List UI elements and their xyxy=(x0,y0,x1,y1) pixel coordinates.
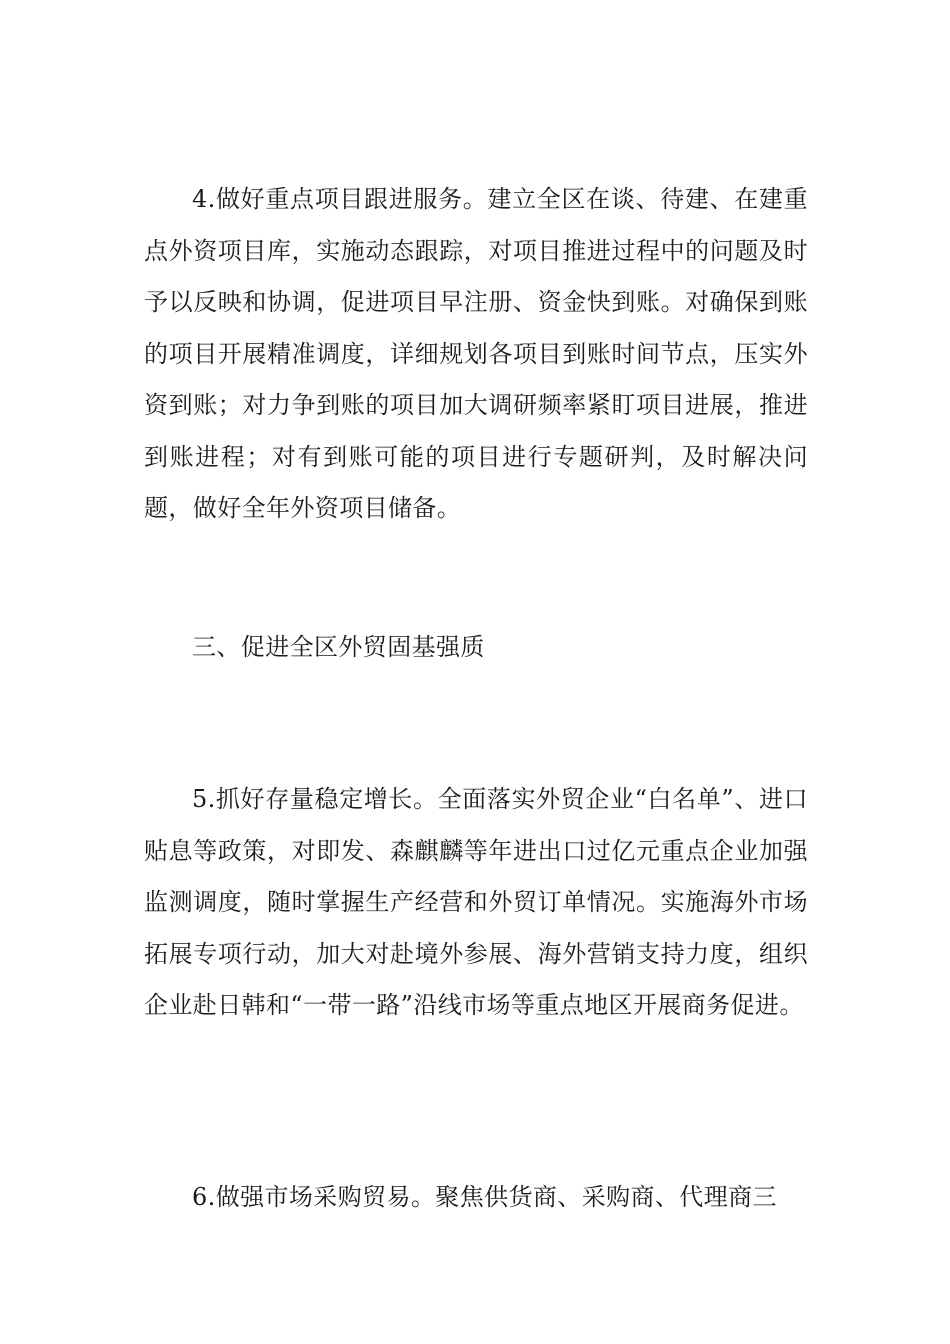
paragraph-project-service: 4.做好重点项目跟进服务。建立全区在谈、待建、在建重点外资项目库，实施动态跟踪，对项目推进过程中的问题及时予以反映和协调，促进项目早注册、资金快到账。对确保到账的项目开展精准调度，详细规划各项目到账时间节点，压实外资到账；对力争到账的项目加大调研频率紧盯项目进展，推进到账进程；对有到账可能的项目进行专题研判，及时解决问题，做好全年外资项目储备。 xyxy=(144,185,808,522)
section-heading-foreign-trade: 三、促进全区外贸固基强质 xyxy=(192,633,485,661)
paragraph-stable-growth: 5.抓好存量稳定增长。全面落实外贸企业“白名单”、进口贴息等政策，对即发、森麒麟等年进出口过亿元重点企业加强监测调度，随时掌握生产经营和外贸订单情况。实施海外市场拓展专项行动，加大对赴境外参展、海外营销支持力度，组织企业赴日韩和“一带一路”沿线市场等重点地区开展商务促进。 xyxy=(144,785,808,1019)
paragraph-market-procurement: 6.做强市场采购贸易。聚焦供货商、采购商、代理商三 xyxy=(192,1183,777,1211)
